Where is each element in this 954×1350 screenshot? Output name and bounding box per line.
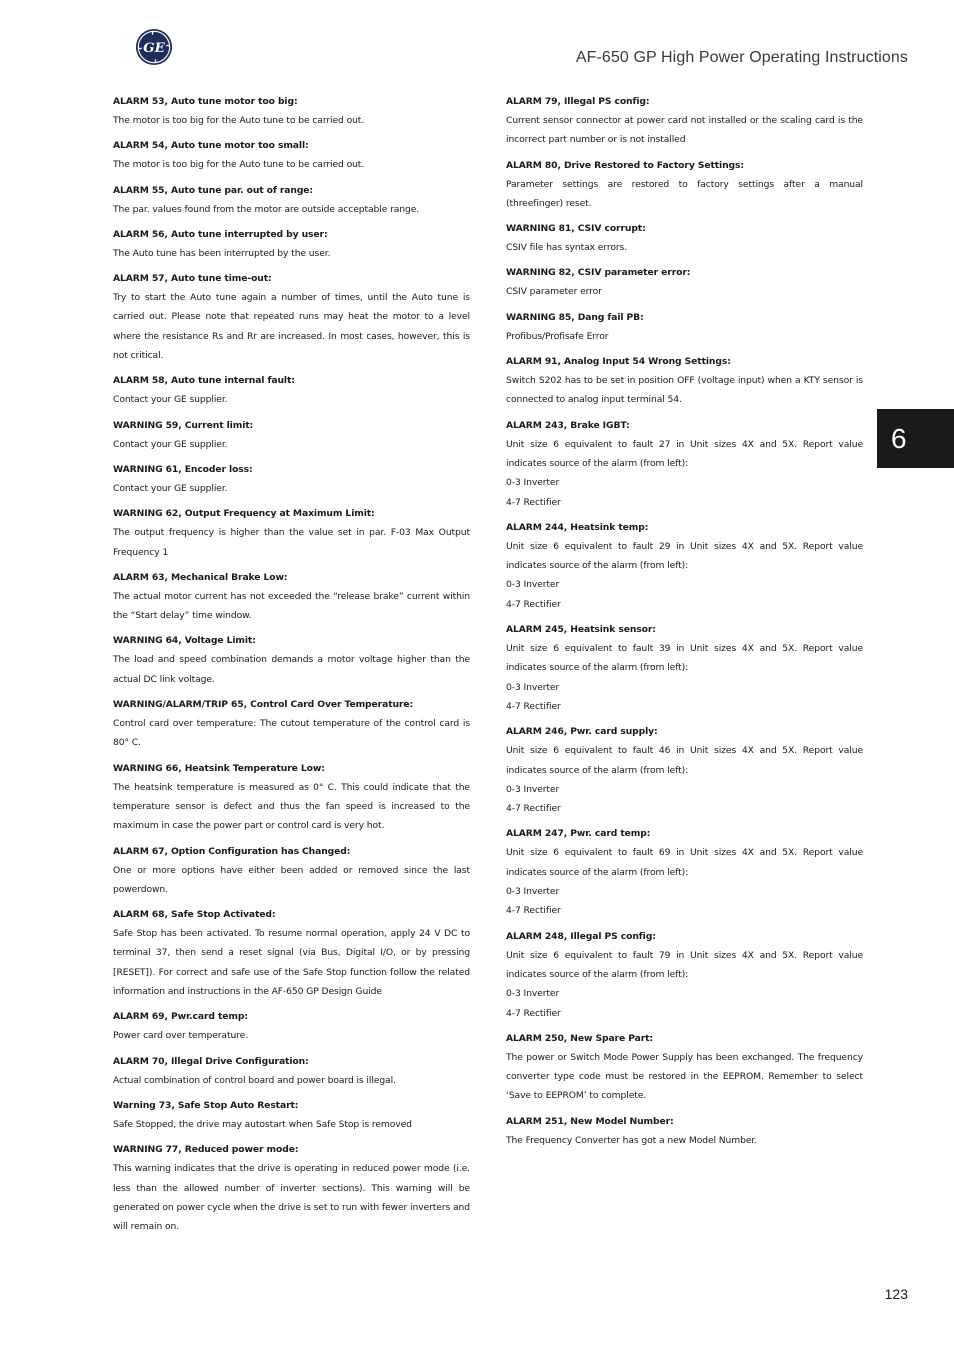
alarm-entry (506, 824, 863, 920)
document-title: AF-650 GP High Power Operating Instructions (575, 49, 908, 66)
alarm-title: ALARM 251, New Model Number: (506, 1115, 674, 1127)
alarm-entry (113, 416, 470, 454)
alarm-entry (506, 1112, 863, 1150)
alarm-entry (113, 842, 470, 900)
alarm-title: ALARM 246, Pwr. card supply: (506, 726, 658, 738)
alarm-description: The heatsink temperature is measured as 0° C. This could indicate that the temperature sensor is defect and thus the fan speed is increased to the maximum in case the power part or control card is very hot. (113, 781, 470, 832)
alarm-entry (506, 308, 863, 346)
alarm-title: WARNING 62, Output Frequency at Maximum Limit: (113, 508, 375, 520)
left-column (113, 92, 470, 1242)
alarm-description: The motor is too big for the Auto tune to be carried out. (113, 115, 365, 126)
alarm-title: Warning 73, Safe Stop Auto Restart: (113, 1099, 299, 1111)
alarm-entry (506, 620, 863, 716)
alarm-entry (506, 92, 863, 150)
alarm-description: The par. values found from the motor are outside acceptable range. (113, 203, 420, 215)
alarm-entry (113, 1096, 470, 1134)
alarm-entry (113, 695, 470, 753)
alarm-title: WARNING/ALARM/TRIP 65, Control Card Over Temperature: (113, 699, 414, 711)
alarm-title: ALARM 58, Auto tune internal fault: (113, 375, 295, 387)
alarm-entry (113, 1140, 470, 1236)
alarm-title: ALARM 245, Heatsink sensor: (506, 624, 656, 636)
right-column (506, 92, 863, 1156)
alarm-entry (113, 225, 470, 263)
chapter-tab: 6 (877, 409, 954, 468)
alarm-description: CSIV parameter error (506, 286, 602, 298)
alarm-title: ALARM 53, Auto tune motor too big: (113, 96, 298, 107)
alarm-description: Parameter settings are restored to factory settings after a manual (threefinger) reset. (506, 178, 863, 209)
alarm-description: Unit size 6 equivalent to fault 46 in Unit sizes 4X and 5X. Report value indicates source of the alarm (from left): (506, 745, 863, 776)
alarm-entry (113, 92, 470, 130)
alarm-description: Safe Stopped, the drive may autostart when Safe Stop is removed (113, 1118, 412, 1130)
alarm-description: 4-7 Rectifier (506, 1007, 561, 1019)
alarm-entry (113, 371, 470, 409)
alarm-description: 0-3 Inverter (506, 886, 560, 898)
alarm-entry (113, 1007, 470, 1045)
alarm-title: WARNING 81, CSIV corrupt: (506, 223, 646, 235)
alarm-title: WARNING 66, Heatsink Temperature Low: (113, 762, 325, 774)
alarm-entry (113, 759, 470, 836)
alarm-entry (113, 905, 470, 1001)
alarm-title: WARNING 77, Reduced power mode: (113, 1144, 299, 1156)
alarm-description: One or more options have either been added or removed since the last powerdown. (113, 864, 470, 895)
alarm-title: ALARM 80, Drive Restored to Factory Settings: (506, 159, 744, 171)
alarm-title: ALARM 250, New Spare Part: (506, 1032, 654, 1044)
alarm-entry (506, 156, 863, 214)
alarm-description: This warning indicates that the drive is operating in reduced power mode (i.e. less than the allowed number of inverter sections). This warning will be generated on power cycle when the drive is set to run with fewer inverters and will remain on. (113, 1163, 470, 1233)
alarm-title: ALARM 79, Illegal PS config: (506, 96, 650, 107)
alarm-description: The output frequency is higher than the value set in par. F-03 Max Output Frequency 1 (113, 527, 470, 558)
alarm-description: 4-7 Rectifier (506, 905, 561, 917)
alarm-entry (113, 269, 470, 365)
alarm-description: The Auto tune has been interrupted by the user. (113, 247, 331, 259)
alarm-title: ALARM 69, Pwr.card temp: (113, 1011, 248, 1023)
alarm-entry (506, 927, 863, 1023)
alarm-title: WARNING 61, Encoder loss: (113, 463, 253, 475)
alarm-entry (506, 518, 863, 614)
alarm-description: Control card over temperature: The cutout temperature of the control card is 80° C. (113, 718, 470, 749)
alarm-description: The load and speed combination demands a motor voltage higher than the actual DC link voltage. (113, 654, 470, 685)
alarm-title: ALARM 91, Analog Input 54 Wrong Settings: (506, 356, 731, 368)
alarm-description: 0-3 Inverter (506, 579, 560, 591)
alarm-description: Unit size 6 equivalent to fault 27 in Unit sizes 4X and 5X. Report value indicates source of the alarm (from left): (506, 438, 863, 469)
alarm-entry (113, 1052, 470, 1090)
alarm-title: WARNING 59, Current limit: (113, 419, 254, 431)
alarm-description: Unit size 6 equivalent to fault 69 in Unit sizes 4X and 5X. Report value indicates source of the alarm (from left): (506, 847, 863, 878)
alarm-description: Unit size 6 equivalent to fault 79 in Unit sizes 4X and 5X. Report value indicates source of the alarm (from left): (506, 949, 863, 980)
alarm-title: ALARM 67, Option Configuration has Changed: (113, 845, 351, 857)
alarm-entry (506, 416, 863, 512)
alarm-entry (113, 136, 470, 174)
alarm-description: Actual combination of control board and power board is illegal. (113, 1074, 396, 1086)
alarm-entry (113, 181, 470, 219)
alarm-description: Contact your GE supplier. (113, 438, 228, 450)
alarm-description: 4-7 Rectifier (506, 598, 561, 610)
alarm-entry (113, 568, 470, 626)
alarm-title: ALARM 55, Auto tune par. out of range: (113, 184, 314, 196)
alarm-description: Unit size 6 equivalent to fault 39 in Unit sizes 4X and 5X. Report value indicates source of the alarm (from left): (506, 643, 863, 674)
alarm-description: Power card over temperature. (113, 1030, 249, 1042)
alarm-entry (113, 504, 470, 562)
alarm-description: Try to start the Auto tune again a number of times, until the Auto tune is carried out. Please note that repeated runs may heat the motor to a level where the resistance Rs and Rr are increased. In most cases, however, this is not critical. (113, 292, 470, 362)
alarm-title: WARNING 85, Dang fail PB: (506, 311, 644, 323)
alarm-description: Profibus/Profisafe Error (506, 330, 609, 342)
alarm-title: WARNING 82, CSIV parameter error: (506, 267, 691, 279)
alarm-title: ALARM 68, Safe Stop Activated: (113, 909, 276, 921)
alarm-description: The actual motor current has not exceeded the “release brake” current within the “Start delay” time window. (113, 590, 470, 622)
alarm-description: Contact your GE supplier. (113, 394, 228, 406)
page-number: 123 (884, 1286, 908, 1302)
alarm-title: ALARM 243, Brake IGBT: (506, 419, 630, 431)
alarm-entry (506, 352, 863, 410)
alarm-description: The power or Switch Mode Power Supply has been exchanged. The frequency converter type code must be restored in the EEPROM. Remember to select ‘Save to EEPROM’ to complete. (506, 1051, 863, 1102)
alarm-title: ALARM 54, Auto tune motor too small: (113, 140, 309, 152)
alarm-title: ALARM 244, Heatsink temp: (506, 521, 649, 533)
alarm-description: 0-3 Inverter (506, 988, 560, 1000)
ge-logo-text: GE (143, 40, 165, 56)
alarm-description: Unit size 6 equivalent to fault 29 in Unit sizes 4X and 5X. Report value indicates source of the alarm (from left): (506, 540, 863, 572)
alarm-description: 4-7 Rectifier (506, 803, 561, 815)
alarm-title: ALARM 57, Auto tune time-out: (113, 273, 272, 285)
alarm-description: CSIV file has syntax errors. (506, 242, 628, 254)
alarm-title: ALARM 56, Auto tune interrupted by user: (113, 228, 328, 240)
alarm-description: Switch S202 has to be set in position OFF (voltage input) when a KTY sensor is connected to analog input terminal 54. (506, 375, 863, 406)
ge-logo (135, 28, 173, 66)
alarm-description: The Frequency Converter has got a new Model Number. (506, 1134, 758, 1146)
alarm-title: WARNING 64, Voltage Limit: (113, 635, 256, 647)
alarm-description: Contact your GE supplier. (113, 482, 228, 494)
alarm-title: ALARM 63, Mechanical Brake Low: (113, 571, 288, 583)
alarm-entry (113, 460, 470, 498)
alarm-description: The motor is too big for the Auto tune to be carried out. (113, 159, 365, 171)
alarm-description: Current sensor connector at power card not installed or the scaling card is the incorrect part number or is not installed (506, 115, 863, 146)
alarm-description: 4-7 Rectifier (506, 496, 561, 508)
alarm-description: 4-7 Rectifier (506, 700, 561, 712)
alarm-title: ALARM 70, Illegal Drive Configuration: (113, 1055, 309, 1067)
alarm-entry (506, 1029, 863, 1106)
alarm-entry (113, 631, 470, 689)
alarm-entry (506, 722, 863, 818)
alarm-description: Safe Stop has been activated. To resume normal operation, apply 24 V DC to terminal 37, then send a reset signal (via Bus, Digital I/O, or by pressing [RESET]). For correct and safe use of the Safe Stop function follow the related information and instructions in the AF-650 GP Design Guide (113, 928, 470, 998)
alarm-description: 0-3 Inverter (506, 681, 560, 693)
alarm-title: ALARM 248, Illegal PS config: (506, 930, 656, 942)
alarm-entry (506, 219, 863, 257)
alarm-description: 0-3 Inverter (506, 783, 560, 795)
alarm-description: 0-3 Inverter (506, 477, 560, 489)
alarm-entry (506, 263, 863, 301)
alarm-title: ALARM 247, Pwr. card temp: (506, 828, 651, 840)
